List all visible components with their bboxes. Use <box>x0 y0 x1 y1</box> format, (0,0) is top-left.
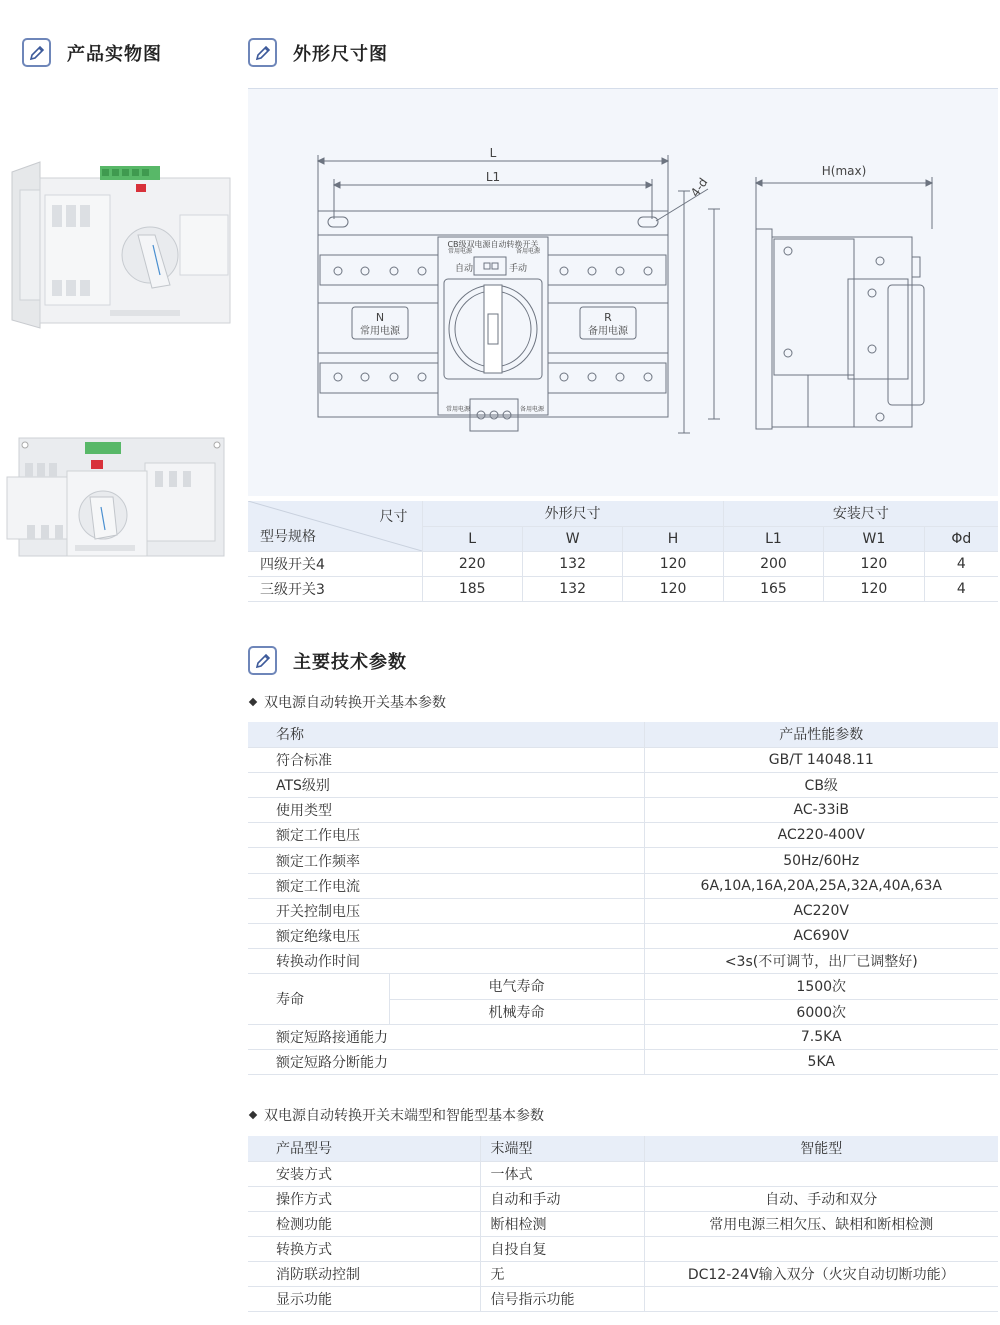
table-row: 额定短路接通能力 7.5KA <box>248 1024 998 1049</box>
col-L1: L1 <box>723 526 823 551</box>
table-row: 符合标准 GB/T 14048.11 <box>248 747 998 772</box>
table-row: 检测功能 断相检测 常用电源三相欠压、缺相和断相检测 <box>248 1211 998 1236</box>
bullet-icon <box>249 1111 257 1119</box>
product-photo-3pole <box>5 435 230 570</box>
dimension-drawing <box>248 89 998 497</box>
photo-section-header <box>22 38 162 67</box>
table-row: 使用类型 AC-33iB <box>248 798 998 823</box>
corner-cell <box>248 501 422 551</box>
pencil-icon <box>248 646 277 675</box>
table-row: 转换方式 自投自复 <box>248 1236 998 1261</box>
basic-params-table <box>248 722 998 1075</box>
table-row: 寿命 电气寿命 1500次 <box>248 974 998 999</box>
table-row: 额定绝缘电压 AC690V <box>248 924 998 949</box>
table-row: 四级开关4 220 132 120 200 120 4 <box>248 551 998 576</box>
corner-bottom-label: 型号规格 <box>260 528 316 545</box>
life-label: 寿命 <box>248 974 389 1024</box>
table-row: 开关控制电压 AC220V <box>248 898 998 923</box>
auto-label: 自动 <box>454 264 474 274</box>
col-W: W <box>522 526 622 551</box>
bullet-icon <box>249 698 257 706</box>
smart-params-table: 产品型号 末端型 智能型 安装方式 一体式 操作方式 自动和手动 自动、手动和双分 检测功能 断相检测 常用电源三相欠压、缺相和断相检测 转换方式 自投自复 消防联动控制 无 DC12-24V输入双分（火灾自动切断功能） 显示功能 信号指示功能 <box>248 1136 998 1312</box>
dim-L-label: L <box>489 146 497 160</box>
corner-top-label: 尺寸 <box>379 509 408 525</box>
params-section-header <box>248 646 407 675</box>
col-H: H <box>623 526 723 551</box>
params-head-name: 名称 <box>248 722 644 747</box>
table-row: 额定工作电流 6A,10A,16A,20A,25A,32A,40A,63A <box>248 873 998 898</box>
front-backup-small: 备用电源 <box>515 248 541 255</box>
params-head-value: 产品性能参数 <box>644 722 998 747</box>
product-photo-4pole <box>10 160 235 330</box>
photo-section-title: 产品实物图 <box>67 43 162 65</box>
dimension-section-header <box>248 38 388 67</box>
params-section-title: 主要技术参数 <box>293 651 407 673</box>
table-row: 机械寿命 6000次 <box>248 999 998 1024</box>
table-row: 转换动作时间 <3s(不可调节，出厂已调整好) <box>248 949 998 974</box>
dimension-diagram-panel <box>248 88 998 496</box>
front-panel-label: CB级双电源自动转换开关 <box>447 240 539 249</box>
table-row: 操作方式 自动和手动 自动、手动和双分 <box>248 1186 998 1211</box>
bottom-backup-label: 备用电源 <box>519 406 545 413</box>
table-row: 额定工作电压 AC220-400V <box>248 823 998 848</box>
dim-4d-label: 4-d <box>687 175 711 200</box>
col-L: L <box>422 526 522 551</box>
dim-hmax-label: H(max) <box>821 164 867 178</box>
dimension-table <box>248 501 998 602</box>
table-row: 安装方式 一体式 <box>248 1161 998 1186</box>
params-subtitle: 双电源自动转换开关基本参数 <box>250 692 446 712</box>
r-label: R <box>604 311 612 324</box>
front-common-small: 常用电源 <box>447 248 473 255</box>
pencil-icon <box>248 38 277 67</box>
n-label: N <box>375 311 385 324</box>
n-power-label: 常用电源 <box>360 326 400 337</box>
table-row: ATS级别 CB级 <box>248 772 998 797</box>
table-row: 额定短路分断能力 5KA <box>248 1049 998 1074</box>
table-row: 消防联动控制 无 DC12-24V输入双分（火灾自动切断功能） <box>248 1261 998 1286</box>
pencil-icon <box>22 38 51 67</box>
table-row: 三级开关3 185 132 120 165 120 4 <box>248 576 998 601</box>
mount-dim-group: 安装尺寸 <box>723 501 998 526</box>
dimension-section-title: 外形尺寸图 <box>293 43 388 65</box>
dim-L1-label: L1 <box>485 170 501 184</box>
col-W1: W1 <box>824 526 924 551</box>
bottom-common-label: 常用电源 <box>445 406 471 413</box>
table-row: 额定工作频率 50Hz/60Hz <box>248 848 998 873</box>
table-row: 显示功能 信号指示功能 <box>248 1286 998 1311</box>
manual-label: 手动 <box>508 264 528 274</box>
r-power-label: 备用电源 <box>588 326 628 337</box>
col-phid: Φd <box>924 526 998 551</box>
outer-dim-group: 外形尺寸 <box>422 501 723 526</box>
smart-subtitle: 双电源自动转换开关末端型和智能型基本参数 <box>250 1105 544 1125</box>
